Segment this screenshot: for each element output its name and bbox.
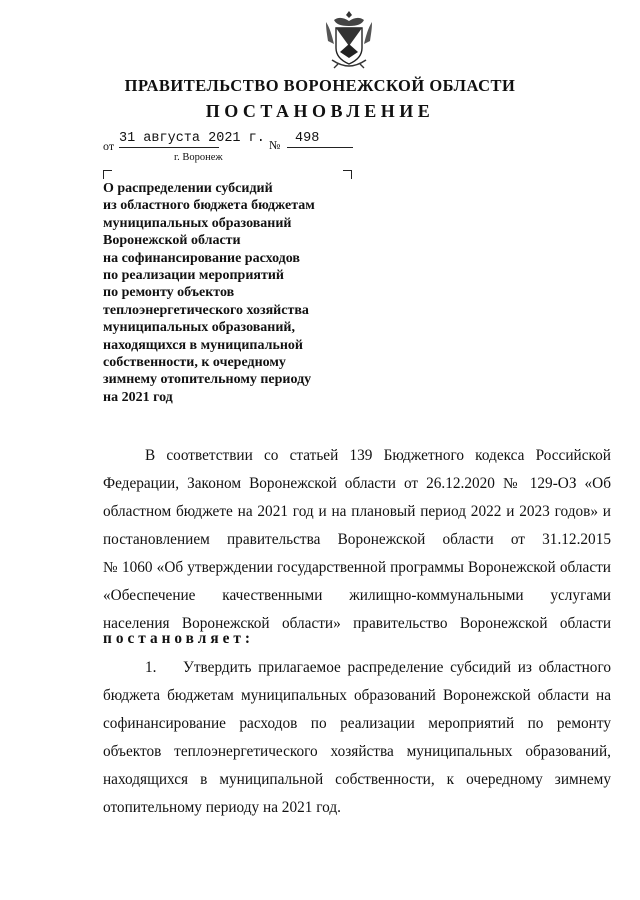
subject-line: по ремонту объектов (103, 285, 235, 301)
document-date-text: 31 августа 2021 г. (119, 131, 265, 146)
number-prefix: № (269, 138, 281, 152)
preamble-line: Федерации, Законом Воронежской области от 26.12.2020 № 129-ОЗ «Об (103, 475, 611, 492)
subject-line: муниципальных образований (103, 215, 292, 231)
item-line: отопительному периоду на 2021 год. (103, 799, 341, 816)
subject-line: на софинансирование расходов (103, 250, 300, 266)
document-subject (103, 180, 393, 406)
preamble-line: постановлением правительства Воронежской области от 31.12.2015 (103, 531, 611, 548)
subject-corner-left (103, 170, 112, 179)
subject-line: О распределении субсидий (103, 181, 273, 196)
document-type: ПОСТАНОВЛЕНИЕ (205, 101, 435, 121)
date-underline (119, 147, 219, 148)
item-line: Утвердить прилагаемое распределение субсидий из областного (183, 659, 611, 676)
subject-line: находящихся в муниципальной (103, 337, 303, 353)
subject-corner-right (343, 170, 352, 179)
item-number: 1. (145, 659, 157, 676)
government-title: ПРАВИТЕЛЬСТВО ВОРОНЕЖСКОЙ ОБЛАСТИ (124, 76, 516, 95)
voronezh-coat-of-arms-icon (324, 8, 374, 70)
item-line: находящихся в муниципальной собственности, к очередному зимнему (103, 771, 611, 788)
subject-line: зимнему отопительному периоду (103, 372, 312, 388)
subject-line: по реализации мероприятий (103, 268, 284, 284)
subject-line: на 2021 год (103, 389, 173, 405)
preamble-line: населения Воронежской области» правительство Воронежской области (103, 615, 611, 632)
subject-line: собственности, к очередному (103, 355, 286, 371)
item-line: объектов теплоэнергетического хозяйства муниципальных образований, (103, 743, 611, 760)
resolves-word: постановляет: (103, 630, 254, 647)
preamble-line: В соответствии со статьей 139 Бюджетного кодекса Российской (145, 447, 611, 464)
document-date (119, 131, 365, 146)
date-number-row (103, 131, 363, 153)
subject-line: из областного бюджета бюджетам (103, 198, 315, 214)
number-underline (287, 147, 353, 148)
subject-line: муниципальных образований, (103, 320, 295, 336)
preamble-line: № 1060 «Об утверждении государственной программы Воронежской области (103, 559, 611, 576)
date-prefix: от (103, 139, 115, 153)
subject-line: Воронежской области (103, 233, 241, 249)
subject-line: теплоэнергетического хозяйства (103, 302, 309, 318)
item-line: бюджета бюджетам муниципальных образований Воронежской области на (103, 687, 611, 704)
document-number: 498 (295, 131, 320, 146)
preamble-line: «Обеспечение качественными жилищно-коммунальными услугами (103, 587, 611, 604)
preamble-line: областном бюджете на 2021 год и на плановый период 2022 и 2023 годов» и (103, 503, 611, 520)
city-label: г. Воронеж (174, 152, 223, 163)
item-line: софинансирование расходов по реализации мероприятий по ремонту (103, 715, 611, 732)
